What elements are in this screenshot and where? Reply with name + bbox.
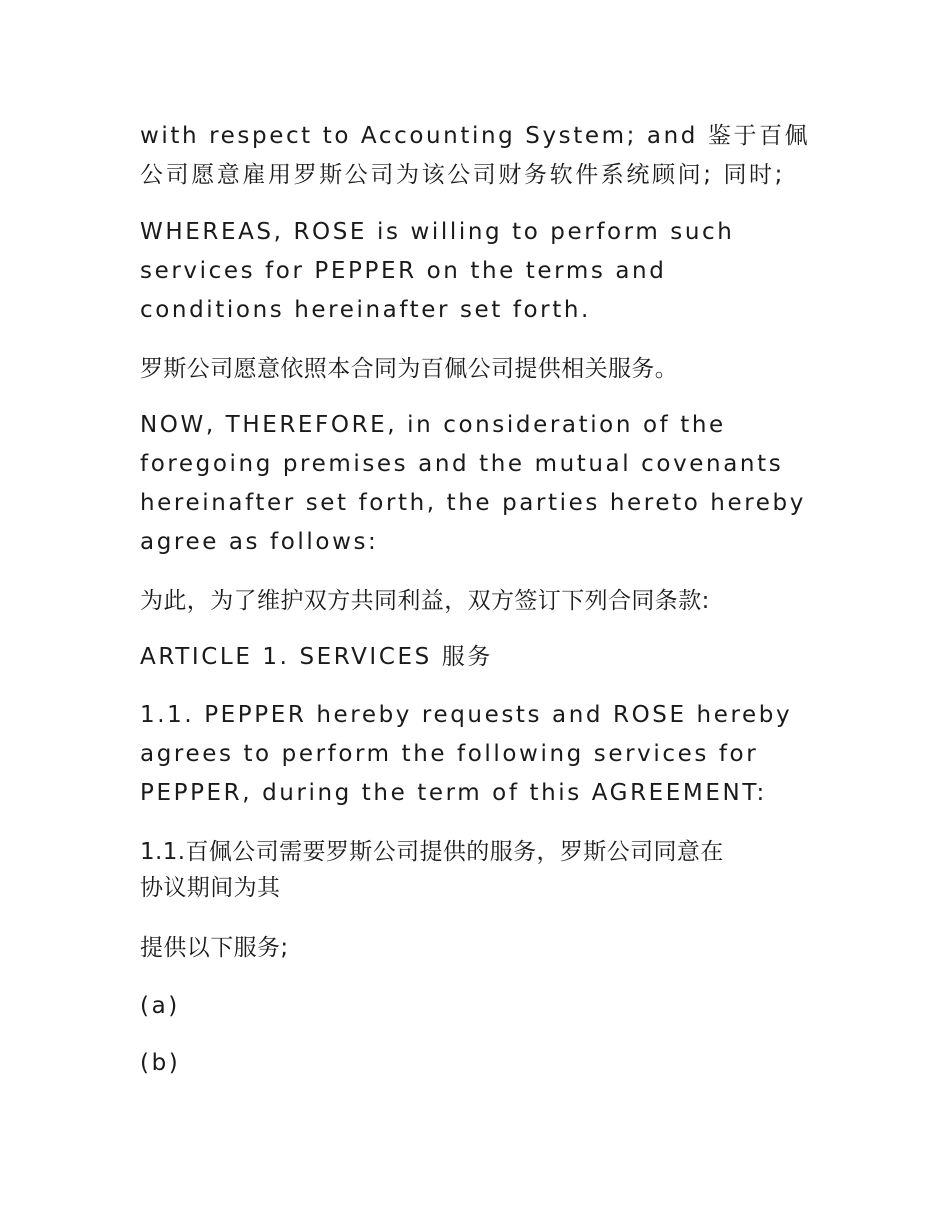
paragraph-now-therefore-zh: 为此，为了维护双方共同利益，双方签订下列合同条款:: [140, 588, 710, 614]
clause-1-1: 1.1. PEPPER hereby requests and ROSE hereby agrees to perform the following services for PEPPER, during the term of this AGREEMENT:: [140, 702, 793, 806]
paragraph-whereas-rose-willing: WHEREAS, ROSE is willing to perform such services for PEPPER on the terms and conditions hereinafter set forth.: [140, 219, 735, 323]
list-item-b: (b): [140, 1050, 181, 1076]
paragraph-now-therefore: NOW, THEREFORE, in consideration of the foregoing premises and the mutual covenants hereinafter set forth, the parties hereto hereby agree as follows:: [140, 412, 806, 555]
article-1-heading: ARTICLE 1. SERVICES 服务: [140, 644, 493, 670]
clause-1-1-zh-continued: 提供以下服务;: [140, 935, 289, 961]
paragraph-whereas-rose-willing-zh: 罗斯公司愿意依照本合同为百佩公司提供相关服务。: [140, 356, 679, 382]
clause-1-1-zh: 1.1.百佩公司需要罗斯公司提供的服务，罗斯公司同意在 协议期间为其: [140, 839, 724, 901]
paragraph-accounting-system-recital: with respect to Accounting System; and 鉴于百佩 公司愿意雇用罗斯公司为该公司财务软件系统顾问; 同时;: [140, 123, 811, 188]
list-item-a: (a): [140, 993, 180, 1019]
